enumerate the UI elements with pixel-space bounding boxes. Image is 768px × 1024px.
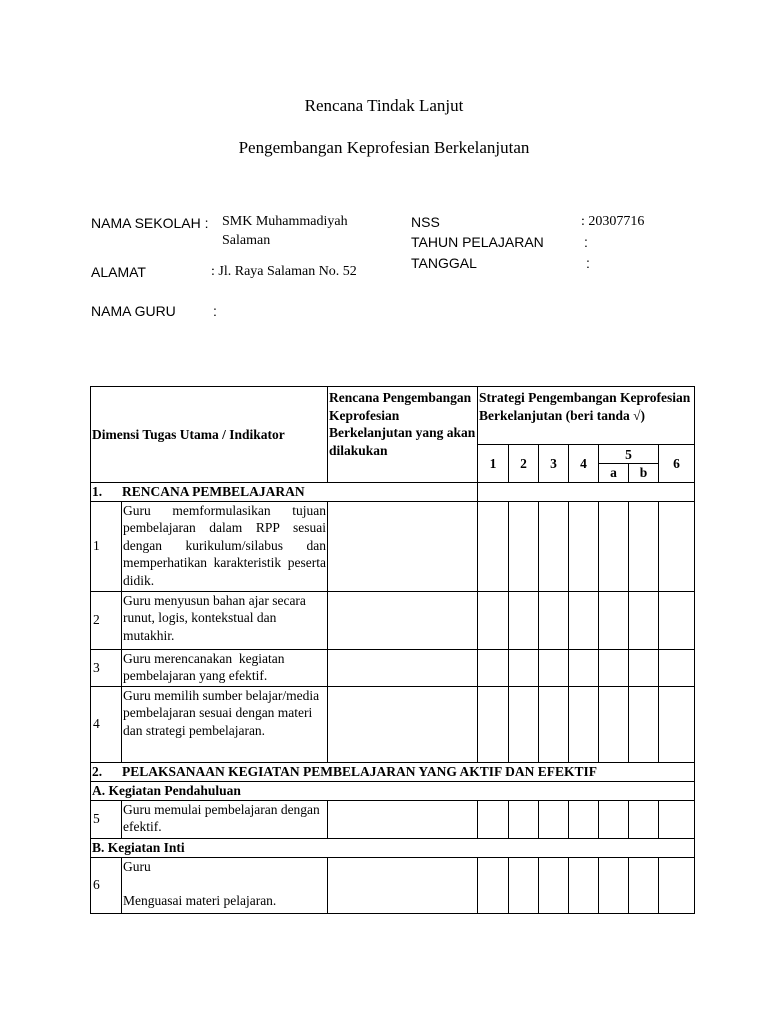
indicator-text: Guru memulai pembelajaran dengan efektif. xyxy=(122,800,328,838)
plan-cell[interactable] xyxy=(328,591,478,649)
strategy-col-5a: a xyxy=(599,464,629,483)
check-cell-6[interactable] xyxy=(659,649,695,686)
section-heading-fill xyxy=(478,482,695,501)
check-cell-3[interactable] xyxy=(539,857,569,913)
indicator-cell xyxy=(122,857,328,913)
row-number: 2 xyxy=(91,591,122,649)
indicator-text-line1: Guru xyxy=(123,858,151,874)
column-header-plan: Rencana Pengembangan Keprofesian Berkelanjutan yang akan dilakukan xyxy=(328,387,478,483)
strategy-col-5: 5 xyxy=(599,445,659,464)
column-header-strategy: Strategi Pengembangan Keprofesian Berkelanjutan (beri tanda √) xyxy=(478,387,695,445)
address-value: : Jl. Raya Salaman No. 52 xyxy=(211,264,357,279)
check-cell-2[interactable] xyxy=(509,591,539,649)
check-cell-5a[interactable] xyxy=(599,591,629,649)
school-value-line1: SMK Muhammadiyah xyxy=(222,214,348,229)
check-cell-3[interactable] xyxy=(539,800,569,838)
subsection-heading-b: B. Kegiatan Inti xyxy=(91,838,695,857)
check-cell-5a[interactable] xyxy=(599,649,629,686)
check-cell-2[interactable] xyxy=(509,800,539,838)
row-number: 5 xyxy=(91,800,122,838)
check-cell-3[interactable] xyxy=(539,686,569,762)
check-cell-1[interactable] xyxy=(478,686,509,762)
section-number: 1. xyxy=(92,483,103,499)
teacher-label: NAMA GURU xyxy=(91,303,176,319)
check-cell-1[interactable] xyxy=(478,501,509,591)
school-value-line2: Salaman xyxy=(222,233,271,248)
indicator-text: Guru merencanakan kegiatan pembelajaran yang efektif. xyxy=(122,649,328,686)
address-label: ALAMAT xyxy=(91,264,146,280)
check-cell-5a[interactable] xyxy=(599,501,629,591)
check-cell-3[interactable] xyxy=(539,501,569,591)
indicator-text: Guru memilih sumber belajar/media pembelajaran sesuai dengan materi dan strategi pembelajaran. xyxy=(122,686,328,762)
plan-cell[interactable] xyxy=(328,857,478,913)
check-cell-5a[interactable] xyxy=(599,800,629,838)
check-cell-6[interactable] xyxy=(659,501,695,591)
row-number: 4 xyxy=(91,686,122,762)
check-cell-2[interactable] xyxy=(509,857,539,913)
check-cell-6[interactable] xyxy=(659,686,695,762)
check-cell-2[interactable] xyxy=(509,649,539,686)
indicator-spacer xyxy=(123,875,326,892)
check-cell-4[interactable] xyxy=(569,800,599,838)
check-cell-5b[interactable] xyxy=(629,857,659,913)
check-cell-1[interactable] xyxy=(478,591,509,649)
table-row xyxy=(91,591,695,649)
plan-cell[interactable] xyxy=(328,501,478,591)
year-colon: : xyxy=(584,234,588,250)
document-title: Rencana Tindak Lanjut xyxy=(304,96,464,115)
section-number: 2. xyxy=(92,763,103,779)
table-row xyxy=(91,649,695,686)
school-label: NAMA SEKOLAH : xyxy=(91,215,209,231)
section-heading-2 xyxy=(91,762,695,781)
date-label: TANGGAL xyxy=(411,255,477,271)
date-colon: : xyxy=(586,255,590,271)
section-heading-1 xyxy=(91,482,478,501)
strategy-col-4: 4 xyxy=(569,445,599,483)
document-subtitle: Pengembangan Keprofesian Berkelanjutan xyxy=(238,138,530,157)
plan-cell[interactable] xyxy=(328,649,478,686)
check-cell-4[interactable] xyxy=(569,857,599,913)
check-cell-4[interactable] xyxy=(569,501,599,591)
column-header-dimension: Dimensi Tugas Utama / Indikator xyxy=(91,387,328,483)
strategy-col-3: 3 xyxy=(539,445,569,483)
check-cell-4[interactable] xyxy=(569,591,599,649)
check-cell-5b[interactable] xyxy=(629,800,659,838)
check-cell-5b[interactable] xyxy=(629,649,659,686)
check-cell-2[interactable] xyxy=(509,501,539,591)
check-cell-5b[interactable] xyxy=(629,686,659,762)
check-cell-6[interactable] xyxy=(659,800,695,838)
check-cell-1[interactable] xyxy=(478,649,509,686)
check-cell-1[interactable] xyxy=(478,857,509,913)
row-number: 3 xyxy=(91,649,122,686)
section-title: RENCANA PEMBELAJARAN xyxy=(122,483,305,499)
check-cell-3[interactable] xyxy=(539,591,569,649)
table-row xyxy=(91,800,695,838)
check-cell-2[interactable] xyxy=(509,686,539,762)
row-number: 6 xyxy=(91,857,122,913)
check-cell-3[interactable] xyxy=(539,649,569,686)
indicator-text-line2: Menguasai materi pelajaran. xyxy=(123,893,277,908)
nss-value: : 20307716 xyxy=(581,214,645,229)
check-cell-5b[interactable] xyxy=(629,591,659,649)
check-cell-6[interactable] xyxy=(659,857,695,913)
strategy-col-5b: b xyxy=(629,464,659,483)
plan-cell[interactable] xyxy=(328,686,478,762)
year-label: TAHUN PELAJARAN xyxy=(411,234,544,250)
table-row xyxy=(91,501,695,591)
indicator-text: Guru menyusun bahan ajar secara runut, logis, kontekstual dan mutakhir. xyxy=(122,591,328,649)
row-number: 1 xyxy=(91,501,122,591)
section-title: PELAKSANAAN KEGIATAN PEMBELAJARAN YANG AKTIF DAN EFEKTIF xyxy=(122,763,598,779)
strategy-col-1: 1 xyxy=(478,445,509,483)
indicator-text: Guru memformulasikan tujuan pembelajaran dalam RPP sesuai dengan kurikulum/silabus dan memperhatikan karakteristik peserta didik. xyxy=(122,501,328,591)
table-row xyxy=(91,857,695,913)
table-row xyxy=(91,686,695,762)
check-cell-1[interactable] xyxy=(478,800,509,838)
subsection-heading-a: A. Kegiatan Pendahuluan xyxy=(91,781,695,800)
check-cell-5a[interactable] xyxy=(599,686,629,762)
check-cell-6[interactable] xyxy=(659,591,695,649)
plan-cell[interactable] xyxy=(328,800,478,838)
check-cell-5b[interactable] xyxy=(629,501,659,591)
check-cell-5a[interactable] xyxy=(599,857,629,913)
follow-up-plan-table xyxy=(90,386,695,914)
check-cell-4[interactable] xyxy=(569,649,599,686)
nss-label: NSS xyxy=(411,214,440,230)
strategy-col-6: 6 xyxy=(659,445,695,483)
strategy-col-2: 2 xyxy=(509,445,539,483)
check-cell-4[interactable] xyxy=(569,686,599,762)
teacher-colon: : xyxy=(213,303,217,319)
